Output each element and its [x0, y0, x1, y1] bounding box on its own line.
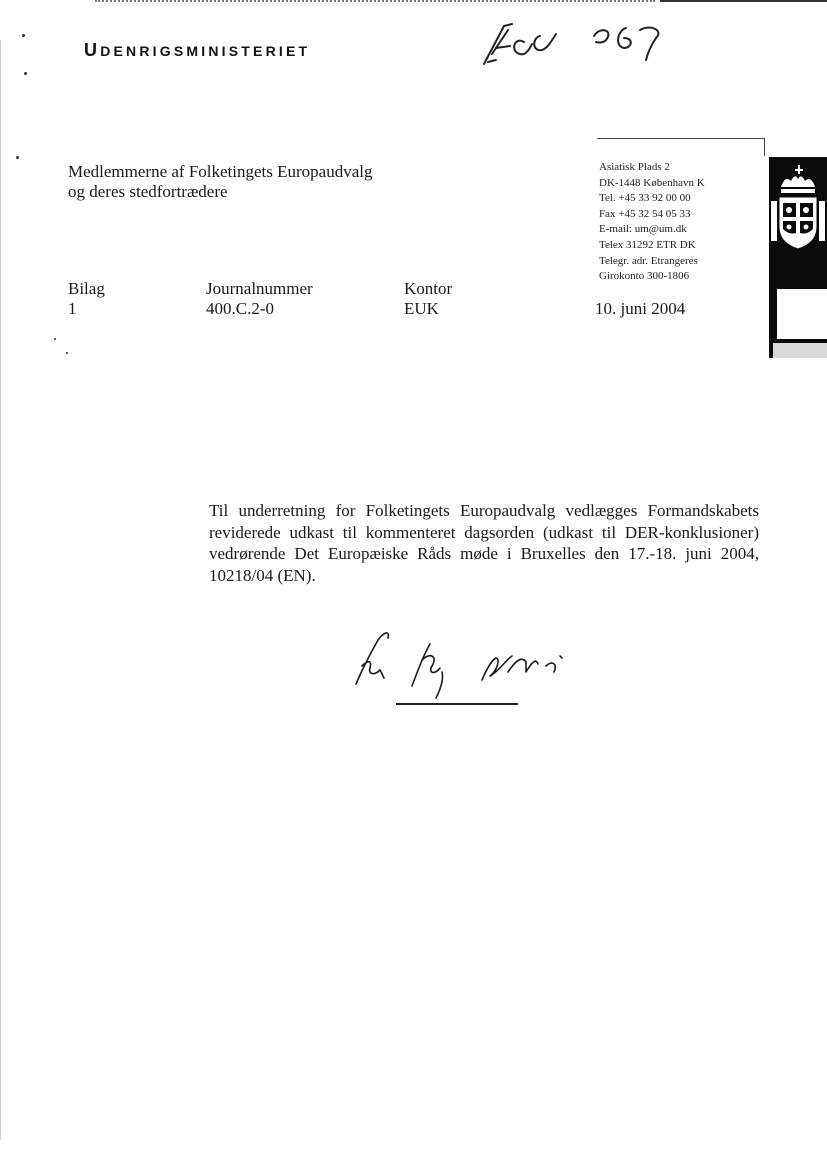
- recipient-line-1: Medlemmerne af Folketingets Europaudvalg: [68, 162, 373, 181]
- handwritten-signature: [340, 620, 590, 720]
- address-line: DK-1448 København K: [599, 176, 705, 189]
- recipient-line-2: og deres stedfortrædere: [68, 182, 228, 201]
- journal-value: 400.C.2-0: [206, 299, 274, 318]
- royal-crest-icon: [769, 157, 827, 358]
- bilag-label: Bilag: [68, 279, 105, 298]
- scan-speck: [54, 338, 56, 340]
- bilag-value: 1: [68, 299, 77, 318]
- address-line: Fax +45 32 54 05 33: [599, 207, 691, 220]
- scan-top-line: [660, 0, 827, 2]
- scan-top-dotted-line: [95, 0, 655, 5]
- ministry-name: DENRIGSMINISTERIET: [100, 43, 311, 59]
- journal-column: [206, 279, 313, 319]
- scan-speck: [24, 72, 27, 75]
- kontor-column: [404, 279, 452, 319]
- ministry-initial: U: [84, 40, 101, 60]
- address-line: Telex 31292 ETR DK: [599, 238, 696, 251]
- kontor-label: Kontor: [404, 279, 453, 298]
- journal-label: Journalnummer: [206, 279, 313, 298]
- recipient-block: [68, 162, 373, 202]
- letter-body: Til underretning for Folketingets Europaudvalg vedlægges Formandskabets reviderede udkast til kommenteret dagsorden (udkast til DER-konklusioner) vedrørende Det Europæiske Råds møde i Bruxelles den 17.-18. juni 2004, 10218/04 (EN).: [209, 501, 759, 585]
- signature-underline: [396, 703, 518, 705]
- address-rule: [597, 138, 765, 139]
- handwritten-reference-mark: [474, 12, 674, 72]
- address-line: Girokonto 300-1806: [599, 270, 690, 283]
- kontor-value: EUK: [404, 299, 439, 318]
- scan-left-edge: [0, 40, 1, 1140]
- letter-date: 10. juni 2004: [595, 299, 686, 318]
- ministry-letterhead: [84, 40, 310, 61]
- address-line: Tel. +45 33 92 00 00: [599, 192, 691, 205]
- royal-crest-band: [769, 157, 827, 358]
- address-line: Telegr. adr. Etrangeres: [599, 254, 698, 267]
- address-line: Asiatisk Plads 2: [599, 161, 670, 173]
- scan-speck: [66, 352, 68, 354]
- scan-speck: [16, 156, 19, 159]
- bilag-column: [68, 279, 105, 319]
- address-rule-corner: [764, 138, 765, 156]
- ministry-address: [599, 160, 705, 285]
- address-line: E-mail: um@um.dk: [599, 223, 687, 236]
- scan-speck: [22, 34, 25, 37]
